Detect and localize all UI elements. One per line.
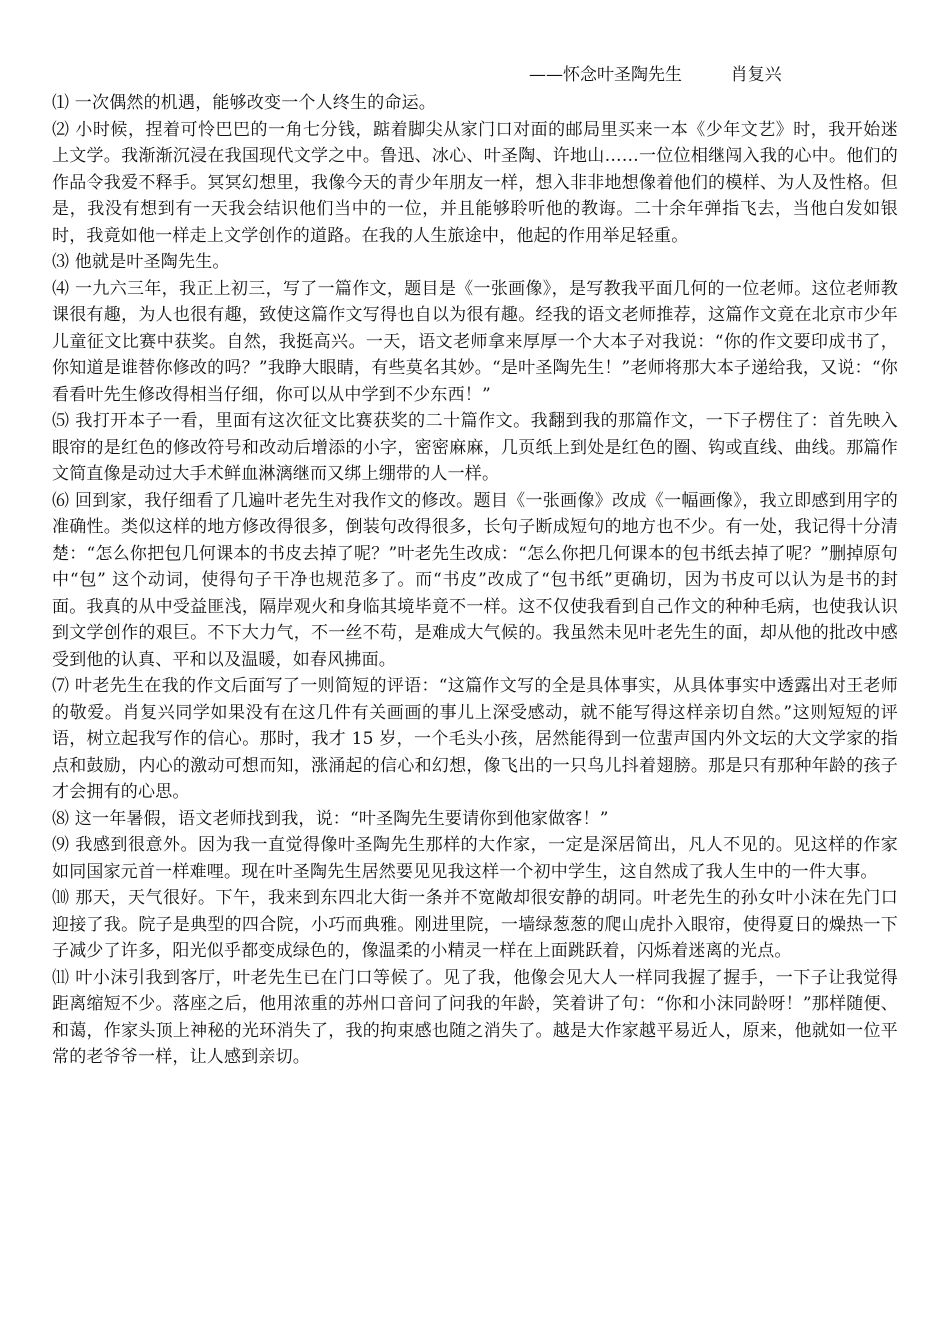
article [52,60,898,1071]
paragraph-7: ⑺ 叶老先生在我的作文后面写了一则简短的评语：“这篇作文写的全是具体事实，从具体事实中透露出对王老师的敬爱。肖复兴同学如果没有在这几件有关画画的事儿上深受感动，就不能写得这样亲切自然。”这则短短的评语，树立起我写作的信心。那时，我才 15 岁，一个毛头小孩，居然能得到一位蜚声国内外文坛的大文学家的指点和鼓励，内心的激动可想而知，涨涌起的信心和幻想，像飞出的一只鸟儿抖着翅膀。那是只有那种年龄的孩子才会拥有的心思。 [52,676,898,802]
paragraph-3: ⑶ 他就是叶圣陶先生。 [52,252,230,272]
paragraph-2: ⑵ 小时候，捏着可怜巴巴的一角七分钱，踮着脚尖从家门口对面的邮局里买来一本《少年文艺》时，我开始迷上文学。我渐渐沉浸在我国现代文学之中。鲁迅、冰心、叶圣陶、许地山……一位位相继闯入我的心中。他们的作品令我爱不释手。冥冥幻想里，我像今天的青少年朋友一样，想入非非地想像着他们的模样、为人及性格。但是，我没有想到有一天我会结识他们当中的一位，并且能够聆听他的教诲。二十余年弹指飞去，当他白发如银时，我竟如他一样走上文学创作的道路。在我的人生旅途中，他起的作用举足轻重。 [52,119,898,246]
article-subtitle: ——怀念叶圣陶先生 肖复兴 [529,65,782,85]
paragraph-9: ⑼ 我感到很意外。因为我一直觉得像叶圣陶先生那样的大作家，一定是深居简出，凡人不见的。见这样的作家如同国家元首一样难哩。现在叶圣陶先生居然要见见我这样一个初中学生，这自然成了我人生中的一件大事。 [52,835,898,882]
paragraph-5: ⑸ 我打开本子一看，里面有这次征文比赛获奖的二十篇作文。我翻到我的那篇作文，一下子楞住了：首先映入眼帘的是红色的修改符号和改动后增添的小字，密密麻麻，几页纸上到处是红色的圈、钩或直线、曲线。那篇作文简直像是动过大手术鲜血淋漓继而又绑上绷带的人一样。 [52,411,898,484]
paragraph-1: ⑴ 一次偶然的机遇，能够改变一个人终生的命运。 [52,93,437,113]
paragraph-11: ⑾ 叶小沫引我到客厅，叶老先生已在门口等候了。见了我，他像会见大人一样同我握了握手，一下子让我觉得距离缩短不少。落座之后，他用浓重的苏州口音问了问我的年龄，笑着讲了句：“你和小沫同龄呀！”那样随便、和蔼，作家头顶上神秘的光环消失了，我的拘束感也随之消失了。越是大作家越平易近人，原来，他就如一位平常的老爷爷一样，让人感到亲切。 [52,967,898,1067]
paragraph-6: ⑹ 回到家，我仔细看了几遍叶老先生对我作文的修改。题目《一张画像》改成《一幅画像》，我立即感到用字的准确性。类似这样的地方修改得很多，倒装句改得很多，长句子断成短句的地方也不少。有一处，我记得十分清楚：“怎么你把包几何课本的书皮去掉了呢？”叶老先生改成：“怎么你把几何课本的包书纸去掉了呢？”删掉原句中“包” 这个动词，使得句子干净也规范多了。而“书皮”改成了“包书纸”更确切，因为书皮可以认为是书的封面。我真的从中受益匪浅，隔岸观火和身临其境毕竟不一样。这不仅使我看到自己作文的种种毛病，也使我认识到文学创作的艰巨。不下大力气，不一丝不苟，是难成大气候的。我虽然未见叶老先生的面，却从他的批改中感受到他的认真、平和以及温暖，如春风拂面。 [52,490,898,670]
paragraph-10: ⑽ 那天，天气很好。下午，我来到东四北大街一条并不宽敞却很安静的胡同。叶老先生的孙女叶小沫在先门口迎接了我。院子是典型的四合院，小巧而典雅。刚进里院，一墙绿葱葱的爬山虎扑入眼帘，使得夏日的燥热一下子减少了许多，阳光似乎都变成绿色的，像温柔的小精灵一样在上面跳跃着，闪烁着迷离的光点。 [52,888,898,961]
paragraph-8: ⑻ 这一年暑假，语文老师找到我，说：“叶圣陶先生要请你到他家做客！” [52,808,609,829]
paragraph-4: ⑷ 一九六三年，我正上初三，写了一篇作文，题目是《一张画像》，是写教我平面几何的一位老师。这位老师教课很有趣，为人也很有趣，致使这篇作文写得也自以为很有趣。经我的语文老师推荐，这篇作文竟在北京市少年儿童征文比赛中获奖。自然，我挺高兴。一天，语文老师拿来厚厚一个大本子对我说：“你的作文要印成书了，你知道是谁替你修改的吗？”我睁大眼睛，有些莫名其妙。“是叶圣陶先生！”老师将那大本子递给我，又说：“你看看叶先生修改得相当仔细，你可以从中学到不少东西！” [52,278,898,405]
